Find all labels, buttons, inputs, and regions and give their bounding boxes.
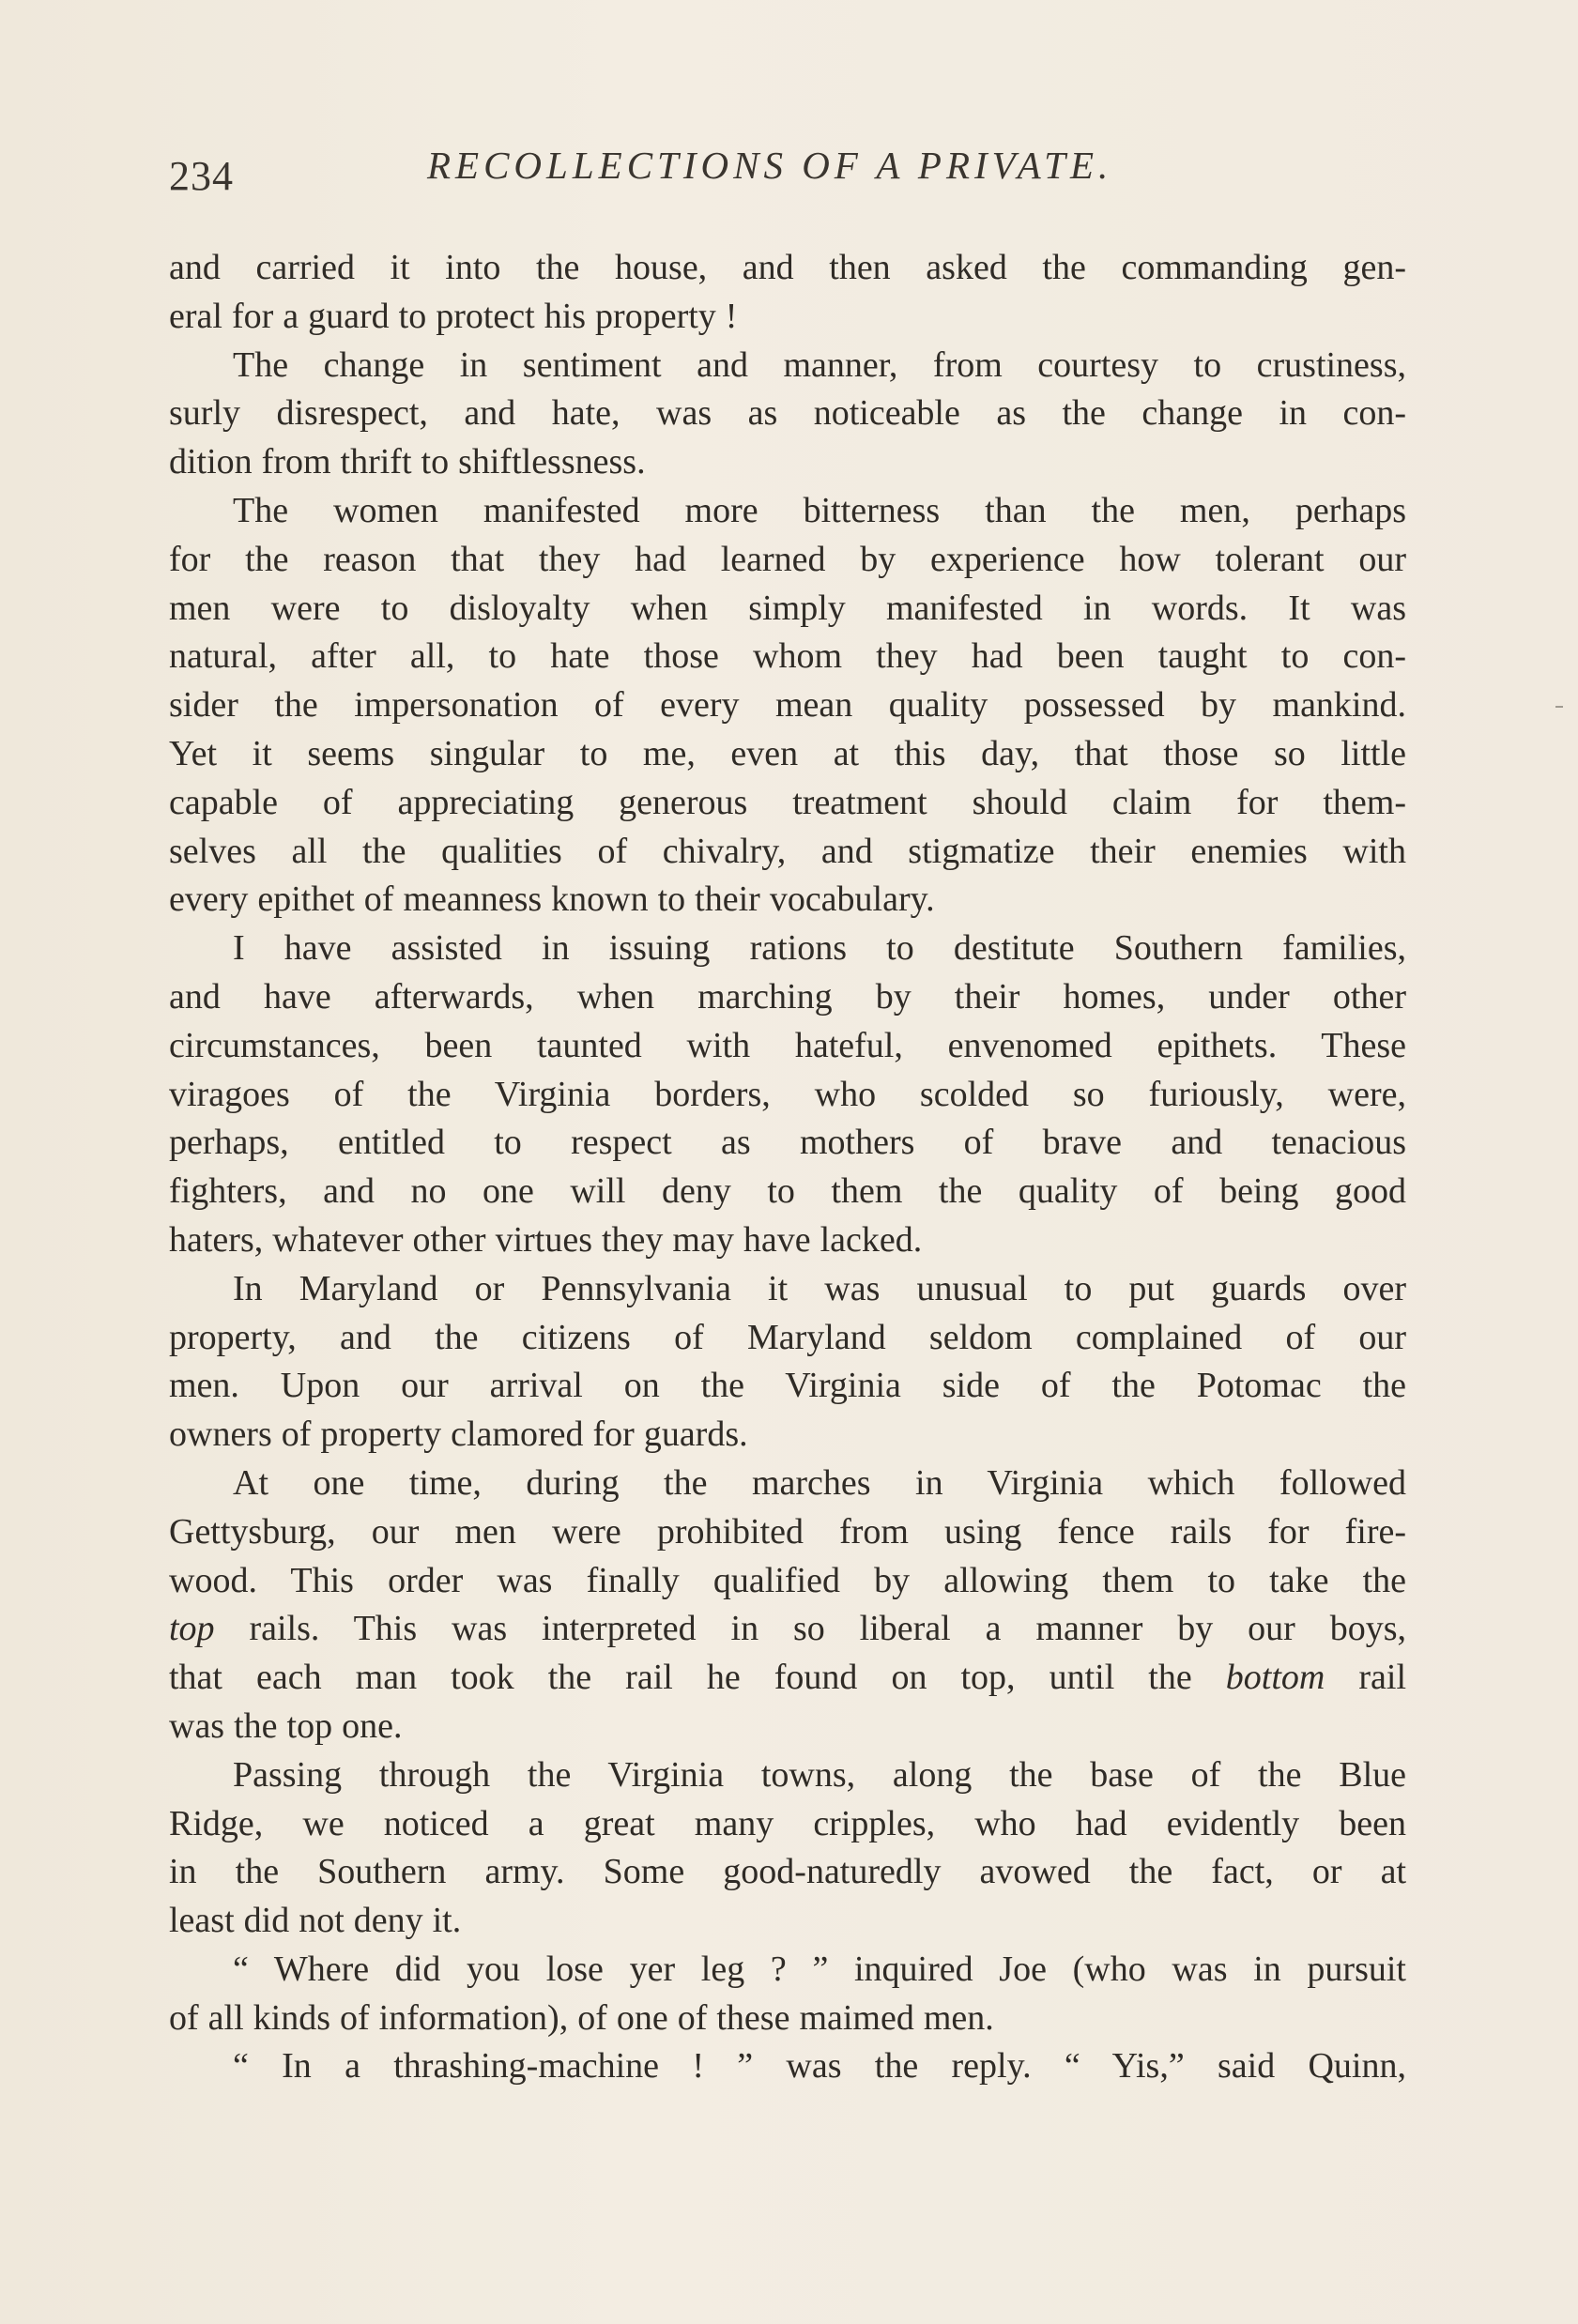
text-line: haters, whatever other virtues they may have lacked. <box>169 1219 923 1260</box>
margin-mark <box>1555 706 1563 708</box>
text-line: I have assisted in issuing rations to destitute Southern families, <box>233 928 1406 969</box>
emphasis-word: bottom <box>1225 1658 1325 1698</box>
text-line: least did not deny it. <box>169 1901 462 1941</box>
emphasis-word: top <box>169 1609 215 1649</box>
text-line: “ Where did you lose yer leg ? ” inquired Joe (who was in pursuit <box>233 1949 1406 1989</box>
text-segment: rails. This was interpreted in so liberal a manner by our boys, <box>214 1609 1406 1649</box>
text-line: fighters, and no one will deny to them the quality of being good <box>169 1171 1406 1212</box>
text-line: wood. This order was finally qualified by allowing them to take the <box>169 1560 1406 1600</box>
text-line-with-emphasis <box>169 1654 1406 1703</box>
text-segment: that each man took the rail he found on top, until the <box>169 1658 1226 1698</box>
text-line: Ridge, we noticed a great many cripples, who had evidently been <box>169 1803 1406 1843</box>
text-line: men. Upon our arrival on the Virginia side of the Potomac the <box>169 1366 1406 1406</box>
text-line: dition from thrift to shiftlessness. <box>169 442 646 482</box>
text-line: In Maryland or Pennsylvania it was unusual to put guards over <box>233 1268 1406 1308</box>
text-line: men were to disloyalty when simply manifested in words. It was <box>169 588 1406 628</box>
running-title: RECOLLECTIONS OF A PRIVATE. <box>427 144 1113 187</box>
text-line: The women manifested more bitterness than the men, perhaps <box>233 490 1406 530</box>
text-line: eral for a guard to protect his property ! <box>169 296 738 336</box>
text-line: property, and the citizens of Maryland seldom complained of our <box>169 1317 1406 1357</box>
text-line: owners of property clamored for guards. <box>169 1414 748 1455</box>
text-line: perhaps, entitled to respect as mothers of brave and tenacious <box>169 1123 1406 1163</box>
text-line: sider the impersonation of every mean quality possessed by mankind. <box>169 685 1406 726</box>
text-line: surly disrespect, and hate, was as noticeable as the change in con- <box>169 393 1406 434</box>
text-line: Yet it seems singular to me, even at this day, that those so little <box>169 733 1406 773</box>
text-line: Passing through the Virginia towns, along the base of the Blue <box>233 1754 1406 1795</box>
text-line: Gettysburg, our men were prohibited from using fence rails for fire- <box>169 1511 1406 1552</box>
text-line: was the top one. <box>169 1705 403 1746</box>
text-line: At one time, during the marches in Virginia which followed <box>233 1462 1406 1503</box>
text-line: every epithet of meanness known to their vocabulary. <box>169 879 935 920</box>
text-line: capable of appreciating generous treatment should claim for them- <box>169 782 1406 822</box>
text-line: for the reason that they had learned by experience how tolerant our <box>169 539 1406 579</box>
body-text <box>169 244 1406 2091</box>
page-number: 234 <box>169 153 234 199</box>
text-line: viragoes of the Virginia borders, who scolded so furiously, were, <box>169 1074 1406 1114</box>
text-line: circumstances, been taunted with hateful, envenomed epithets. These <box>169 1025 1406 1065</box>
text-line: selves all the qualities of chivalry, and stigmatize their enemies with <box>169 831 1406 871</box>
text-line: of all kinds of information), of one of these maimed men. <box>169 1997 994 2038</box>
text-line: The change in sentiment and manner, from courtesy to crustiness, <box>233 344 1406 385</box>
text-line: in the Southern army. Some good-naturedly avowed the fact, or at <box>169 1852 1406 1892</box>
text-line: and have afterwards, when marching by their homes, under other <box>169 976 1406 1017</box>
text-segment: rail <box>1325 1658 1407 1698</box>
text-line: and carried it into the house, and then asked the commanding gen- <box>169 248 1406 287</box>
text-line: “ In a thrashing-machine ! ” was the reply. “ Yis,” said Quinn, <box>233 2046 1406 2087</box>
running-head <box>169 131 1406 206</box>
text-line-with-emphasis <box>169 1605 1406 1654</box>
text-line: natural, after all, to hate those whom they had been taught to con- <box>169 636 1406 677</box>
